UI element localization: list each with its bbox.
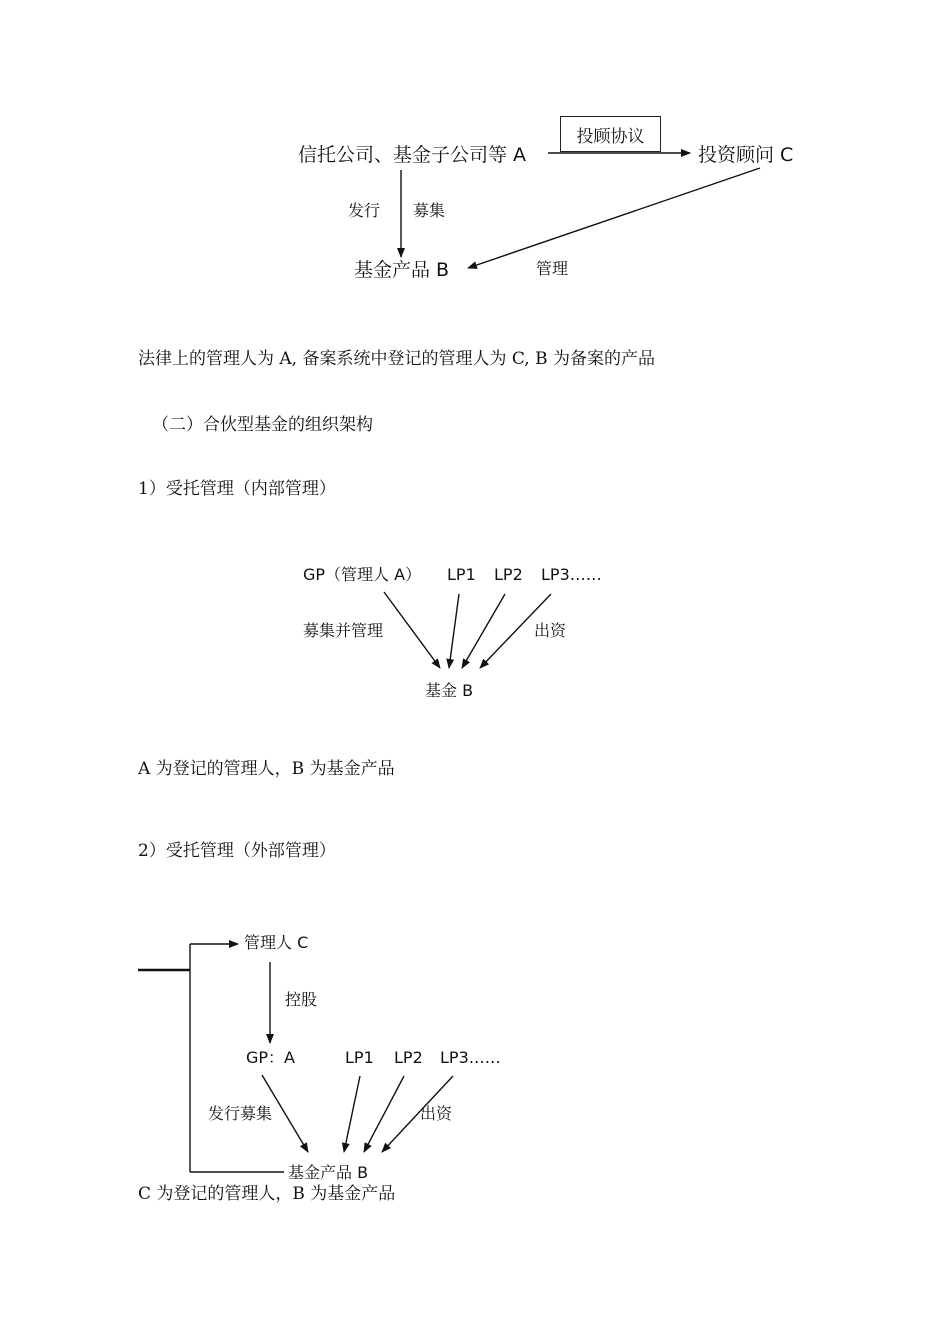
node-fund-b: 基金 B <box>425 681 474 700</box>
arrow-lp2-to-fund <box>462 594 505 668</box>
node-lp3: LP3…… <box>541 565 602 584</box>
node-fund-product-b: 基金产品 B <box>288 1163 369 1182</box>
node-advisory-agreement: 投顾协议 <box>560 116 661 152</box>
label-raise-and-manage: 募集并管理 <box>303 621 384 640</box>
label-issue: 发行 <box>348 201 381 220</box>
paragraph-registered-manager-a: A 为登记的管理人，B 为基金产品 <box>138 759 395 779</box>
paragraph-registered-manager-c: C 为登记的管理人，B 为基金产品 <box>138 1184 396 1204</box>
label-control: 控股 <box>285 990 318 1009</box>
label-manage: 管理 <box>536 259 569 278</box>
label-raise: 募集 <box>413 201 446 220</box>
heading-partnership-structure: （二）合伙型基金的组织架构 <box>152 415 373 435</box>
label-issue-raise: 发行募集 <box>208 1104 273 1123</box>
node-lp1: LP1 <box>345 1048 374 1067</box>
node-investment-advisor-c: 投资顾问 C <box>698 144 794 166</box>
arrow-lp2-to-fund-product <box>364 1076 404 1152</box>
node-fund-product-b: 基金产品 B <box>354 259 450 281</box>
label-contribute: 出资 <box>534 621 567 640</box>
arrow-lp1-to-fund <box>449 594 459 668</box>
node-lp2: LP2 <box>394 1048 423 1067</box>
arrow-lp3-to-fund <box>480 594 551 668</box>
arrow-advisor-to-fund <box>468 168 760 268</box>
subheading-internal-management: 1）受托管理（内部管理） <box>138 479 336 499</box>
node-gp-a: GP：A <box>246 1048 295 1067</box>
node-gp-manager-a: GP（管理人 A） <box>303 565 422 584</box>
arrow-lp3-to-fund-product <box>382 1076 453 1152</box>
node-manager-c: 管理人 C <box>244 933 309 952</box>
node-lp3: LP3…… <box>440 1048 501 1067</box>
arrow-gp-to-fund-product <box>262 1075 308 1152</box>
node-trust-company-a: 信托公司、基金子公司等 A <box>298 144 527 166</box>
paragraph-legal-manager: 法律上的管理人为 A, 备案系统中登记的管理人为 C, B 为备案的产品 <box>138 349 655 369</box>
arrow-lp1-to-fund-product <box>344 1076 360 1152</box>
subheading-external-management: 2）受托管理（外部管理） <box>138 841 336 861</box>
node-lp1: LP1 <box>447 565 476 584</box>
label-contribute: 出资 <box>420 1104 453 1123</box>
arrow-gp-to-fund <box>384 592 440 668</box>
node-lp2: LP2 <box>494 565 523 584</box>
